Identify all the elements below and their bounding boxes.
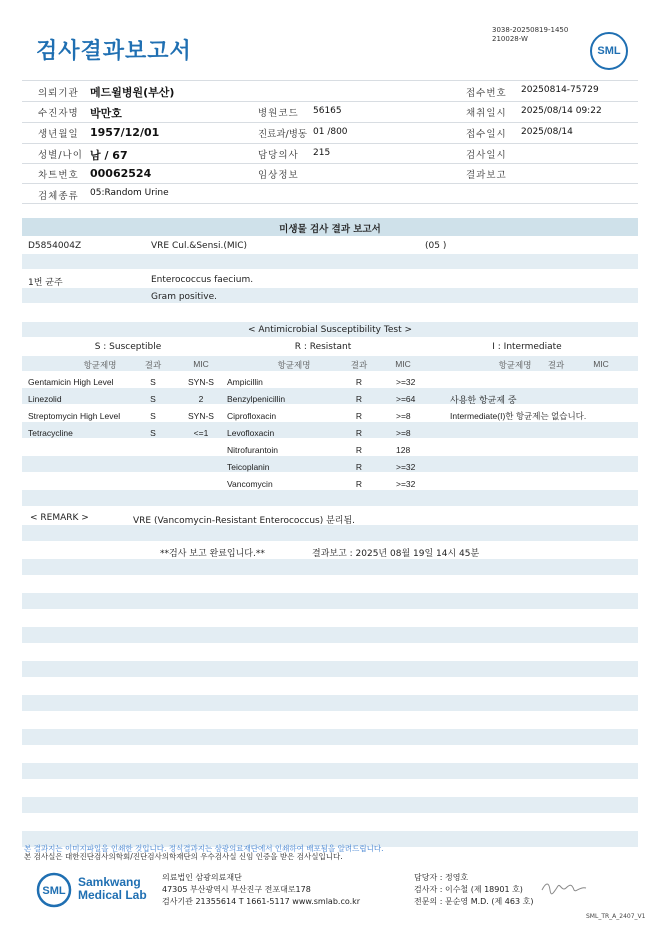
- divider: [22, 101, 638, 102]
- r-drug: Nitrofurantoin: [227, 445, 279, 455]
- report-complete: **검사 보고 완료입니다.**: [160, 549, 265, 559]
- staff-manager: 담당자 : 정영호: [414, 873, 469, 882]
- remark-text: VRE (Vancomycin-Resistant Enterococcus) 분리됨.: [133, 516, 356, 526]
- r-mic: >=8: [396, 428, 411, 438]
- s-drug: Streptomycin High Level: [28, 411, 121, 421]
- row-band: [22, 729, 638, 745]
- r-result: R: [355, 394, 363, 404]
- brand-name: [78, 876, 147, 902]
- r-result: R: [355, 462, 363, 472]
- divider: [22, 80, 638, 81]
- value-specimen: 05:Random Urine: [90, 188, 169, 198]
- sml-logo: SML: [590, 32, 628, 70]
- divider: [22, 183, 638, 184]
- r-mic: >=64: [396, 394, 416, 404]
- r-mic: >=32: [396, 479, 416, 489]
- r-mic: >=8: [396, 411, 411, 421]
- row-band: [22, 763, 638, 779]
- r-result: R: [355, 411, 363, 421]
- row-band: [22, 490, 638, 506]
- s-drug: Gentamicin High Level: [28, 377, 114, 387]
- s-result: S: [150, 428, 156, 438]
- col-header-drug: 항균제명: [498, 360, 532, 370]
- label-patient: 수진자명: [38, 108, 79, 119]
- r-mic: 128: [396, 445, 411, 455]
- staff-tester: 검사자 : 이수철 (제 18901 호): [414, 885, 523, 894]
- s-mic: SYN-S: [188, 377, 214, 387]
- value-chart: 00062524: [90, 167, 152, 180]
- org-name: 의료법인 삼광의료재단: [162, 873, 242, 882]
- label-accession: 접수번호: [466, 88, 507, 99]
- row-band: [22, 559, 638, 575]
- s-result: S: [150, 411, 156, 421]
- r-drug: Teicoplanin: [227, 462, 270, 472]
- legend-resistant: R : Resistant: [294, 342, 352, 352]
- report-time: 결과보고 : 2025년 08월 19일 14시 45분: [312, 549, 480, 559]
- divider: [22, 143, 638, 144]
- page-title: 검사결과보고서: [36, 39, 192, 64]
- col-header-result: 결과: [547, 360, 565, 370]
- r-drug: Ciprofloxacin: [227, 411, 277, 421]
- r-drug: Levofloxacin: [227, 428, 275, 438]
- value-accession: 20250814-75729: [521, 85, 599, 95]
- staff-specialist: 전문의 : 문순영 M.D. (제 463 호): [414, 897, 534, 906]
- intermediate-note: Intermediate(I)한 항균제는 없습니다.: [450, 411, 587, 421]
- row-band: [22, 695, 638, 711]
- footer-note-image: 본 결과지는 이미지파일을 인쇄한 것입니다. 정식결과지는 삼광의료재단에서 인쇄하여 배포됨을 알려드립니다.: [24, 844, 384, 853]
- value-birth: 1957/12/01: [90, 126, 160, 139]
- organism-label: 1번 균주: [28, 278, 63, 288]
- value-dept: 01 /800: [313, 127, 348, 137]
- value-collected: 2025/08/14 09:22: [521, 106, 602, 116]
- document-id: [492, 26, 568, 44]
- r-result: R: [355, 445, 363, 455]
- signature: [540, 878, 588, 896]
- footer-note-cert: 본 검사실은 대한진단검사의학회/진단검사의학재단의 우수검사실 신임 인증을 받은 검사실입니다.: [24, 852, 343, 861]
- r-result: R: [355, 479, 363, 489]
- col-header-result: 결과: [144, 360, 162, 370]
- row-band: [22, 593, 638, 609]
- divider: [22, 122, 638, 123]
- s-mic: <=1: [193, 428, 209, 438]
- r-drug: Ampicillin: [227, 377, 263, 387]
- value-doctor: 215: [313, 148, 331, 158]
- s-mic: 2: [198, 394, 204, 404]
- row-band: [22, 388, 638, 404]
- s-mic: SYN-S: [188, 411, 214, 421]
- test-number: (05 ): [425, 241, 447, 251]
- gram-stain: Gram positive.: [151, 292, 217, 302]
- organism-name: Enterococcus faecium.: [151, 275, 254, 285]
- section-title: 미생물 검사 결과 보고서: [279, 224, 381, 235]
- test-name: VRE Cul.&Sensi.(MIC): [151, 241, 248, 251]
- row-band: [22, 422, 638, 438]
- row-band: [22, 288, 638, 303]
- value-sex-age: 남 / 67: [90, 149, 128, 162]
- intermediate-note: 사용한 항균제 중: [450, 396, 517, 406]
- label-hospital-code: 병원코드: [258, 108, 299, 119]
- divider: [22, 203, 638, 204]
- label-chart: 차트번호: [38, 170, 79, 181]
- col-header-mic: MIC: [193, 359, 209, 369]
- legend-intermediate: I : Intermediate: [492, 342, 562, 352]
- value-institution: 메드윌병원(부산): [90, 86, 175, 99]
- org-address: 47305 부산광역시 부산진구 전포대로178: [162, 885, 311, 894]
- form-code: SML_TR_A_2407_V1: [586, 913, 646, 920]
- col-header-drug: 항균제명: [277, 360, 311, 370]
- row-band: [22, 254, 638, 269]
- org-info: [162, 872, 360, 908]
- r-drug: Vancomycin: [227, 479, 273, 489]
- ast-title: < Antimicrobial Susceptibility Test >: [248, 325, 412, 335]
- org-contact: 검사기관 21355614 T 1661-5117 www.smlab.co.kr: [162, 897, 361, 906]
- brand-name-line1: Samkwang: [78, 875, 141, 889]
- r-result: R: [355, 428, 363, 438]
- value-hospital-code: 56165: [313, 106, 342, 116]
- label-collected: 채취일시: [466, 108, 507, 119]
- label-tested: 검사일시: [466, 150, 507, 161]
- row-band: [22, 797, 638, 813]
- label-dept: 진료과/병동: [258, 129, 308, 140]
- r-mic: >=32: [396, 377, 416, 387]
- r-mic: >=32: [396, 462, 416, 472]
- test-code: D5854004Z: [28, 241, 82, 251]
- row-band: [22, 661, 638, 677]
- document-id-line1: 3038-20250819-1450: [492, 26, 569, 34]
- row-band: [22, 627, 638, 643]
- value-received: 2025/08/14: [521, 127, 573, 137]
- r-drug: Benzylpenicillin: [227, 394, 286, 404]
- document-id-line2: 210028-W: [492, 35, 528, 43]
- col-header-drug: 항균제명: [83, 360, 117, 370]
- s-result: S: [150, 377, 156, 387]
- col-header-mic: MIC: [395, 359, 411, 369]
- label-reported: 결과보고: [466, 170, 507, 181]
- label-clinical: 임상정보: [258, 170, 299, 181]
- staff-info: [414, 872, 533, 908]
- row-band: [22, 525, 638, 541]
- svg-text:SML: SML: [42, 885, 66, 897]
- s-drug: Linezolid: [28, 394, 62, 404]
- label-birth: 생년월일: [38, 129, 79, 140]
- brand-name-line2: Medical Lab: [78, 888, 147, 902]
- label-sex-age: 성별/나이: [38, 150, 83, 161]
- divider: [22, 163, 638, 164]
- s-drug: Tetracycline: [28, 428, 73, 438]
- legend-susceptible: S : Susceptible: [94, 342, 162, 352]
- r-result: R: [355, 377, 363, 387]
- label-received: 접수일시: [466, 129, 507, 140]
- value-patient: 박만호: [90, 107, 122, 120]
- sml-footer-logo: [36, 872, 72, 908]
- col-header-mic: MIC: [593, 359, 609, 369]
- col-header-result: 결과: [350, 360, 368, 370]
- remark-label: < REMARK >: [30, 513, 89, 523]
- label-doctor: 담당의사: [258, 150, 299, 161]
- label-specimen: 검체종류: [38, 191, 79, 202]
- s-result: S: [150, 394, 156, 404]
- row-band: [22, 456, 638, 472]
- label-institution: 의뢰기관: [38, 88, 79, 99]
